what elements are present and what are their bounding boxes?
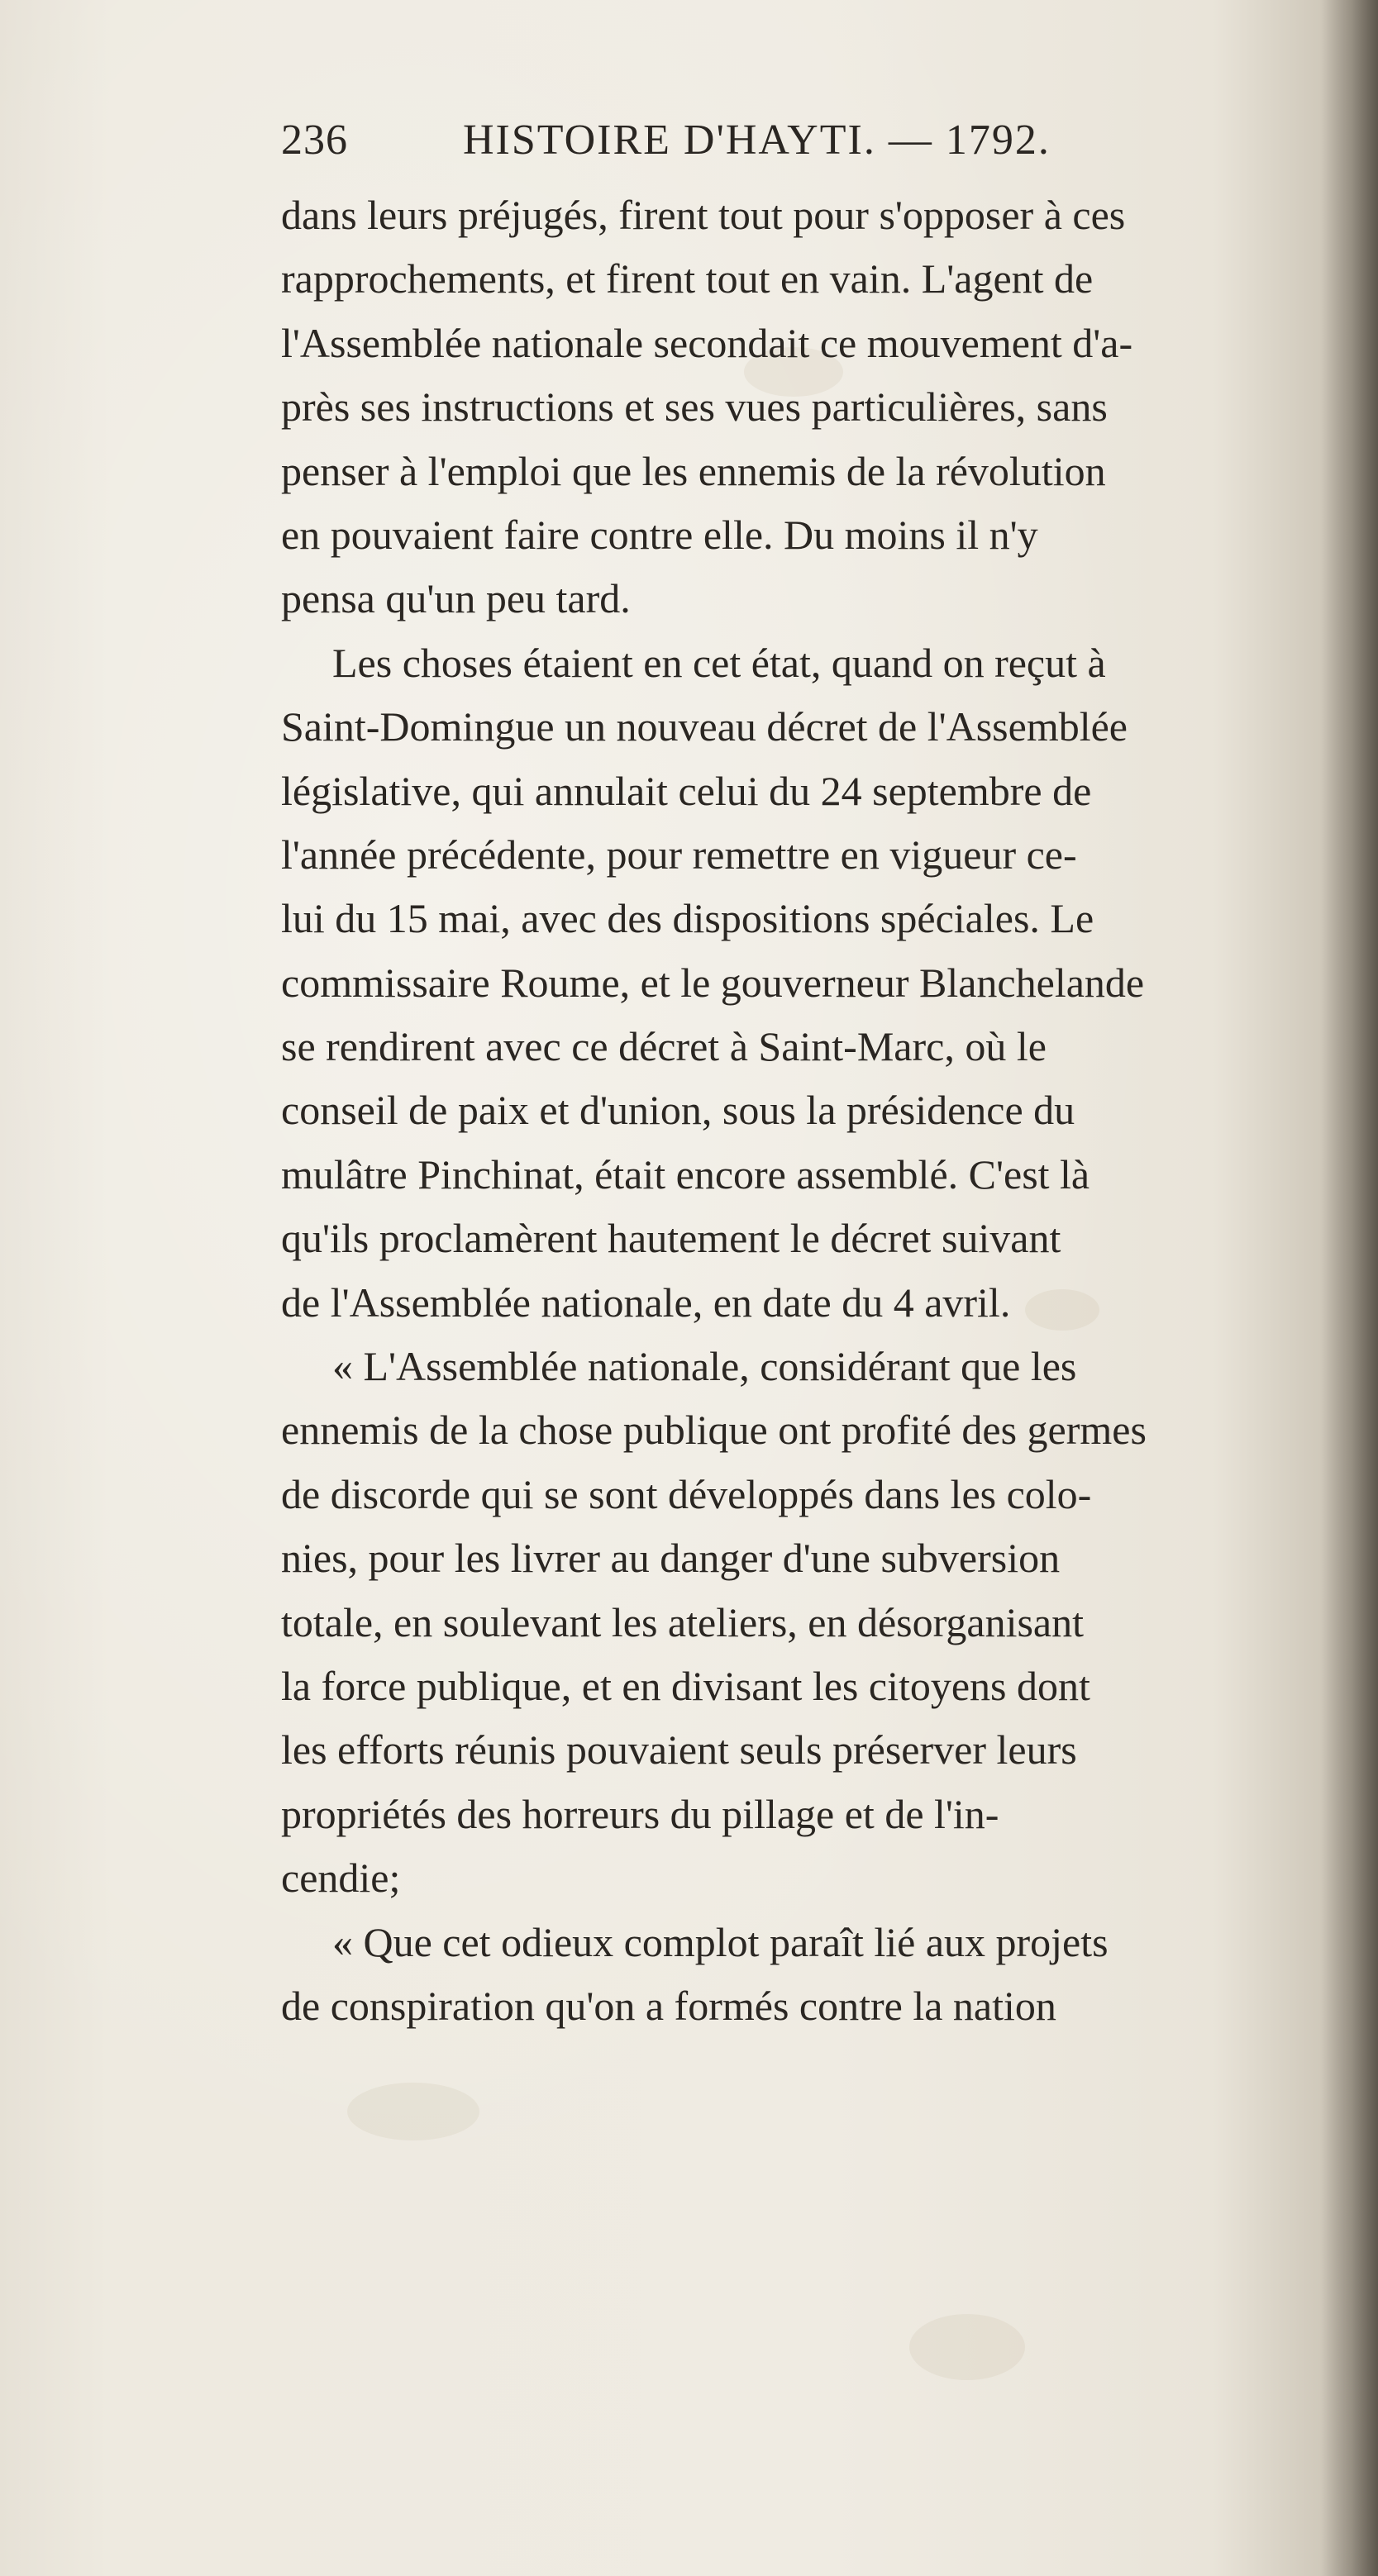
page-number: 236 [281,117,348,164]
text-line: commissaire Roume, et le gouverneur Blanchelande [281,959,1145,1006]
text-line: propriétés des horreurs du pillage et de l'in- [281,1790,999,1837]
text-line: penser à l'emploi que les ennemis de la révolution [281,447,1106,494]
text-line: de discorde qui se sont développés dans les colo- [281,1470,1092,1517]
text-line: Les choses étaient en cet état, quand on reçut à [332,639,1106,686]
text-line: qu'ils proclamèrent hautement le décret suivant [281,1215,1061,1262]
running-title: HISTOIRE D'HAYTI. — 1792. [463,117,1051,164]
text-line: lui du 15 mai, avec des dispositions spéciales. Le [281,895,1094,942]
text-line: en pouvaient faire contre elle. Du moins il n'y [281,511,1038,558]
text-line: totale, en soulevant les ateliers, en désorganisant [281,1598,1084,1645]
paper-stain [909,2314,1025,2380]
text-line: la force publique, et en divisant les citoyens dont [281,1662,1090,1709]
text-line: conseil de paix et d'union, sous la présidence du [281,1087,1075,1134]
text-line: de conspiration qu'on a formés contre la nation [281,1982,1056,2029]
text-line: les efforts réunis pouvaient seuls préserver leurs [281,1726,1077,1774]
text-line: rapprochements, et firent tout en vain. L'agent de [281,255,1094,302]
text-line: de l'Assemblée nationale, en date du 4 avril. [281,1278,1011,1326]
running-head [281,116,1174,174]
text-line: législative, qui annulait celui du 24 septembre de [281,767,1092,814]
text-line: mulâtre Pinchinat, était encore assemblé. C'est là [281,1150,1090,1198]
text-line: « Que cet odieux complot paraît lié aux projets [332,1918,1109,1965]
paper-stain [347,2083,479,2140]
text-line: l'Assemblée nationale secondait ce mouvement d'a- [281,319,1133,366]
text-line: « L'Assemblée nationale, considérant que les [332,1343,1077,1390]
text-line: près ses instructions et ses vues particulières, sans [281,383,1108,431]
page-edge-shadow [1320,0,1378,2576]
text-line: dans leurs préjugés, firent tout pour s'opposer à ces [281,192,1126,238]
text-line: se rendirent avec ce décret à Saint-Marc, où le [281,1023,1047,1070]
text-line: pensa qu'un peu tard. [281,575,631,622]
text-line: cendie; [281,1855,401,1902]
text-line: l'année précédente, pour remettre en vigueur ce- [281,831,1077,878]
text-line: ennemis de la chose publique ont profité des germes [281,1407,1147,1454]
text-line: Saint-Domingue un nouveau décret de l'Assemblée [281,703,1128,750]
body-text [281,183,1323,2038]
text-line: nies, pour les livrer au danger d'une subversion [281,1535,1061,1582]
